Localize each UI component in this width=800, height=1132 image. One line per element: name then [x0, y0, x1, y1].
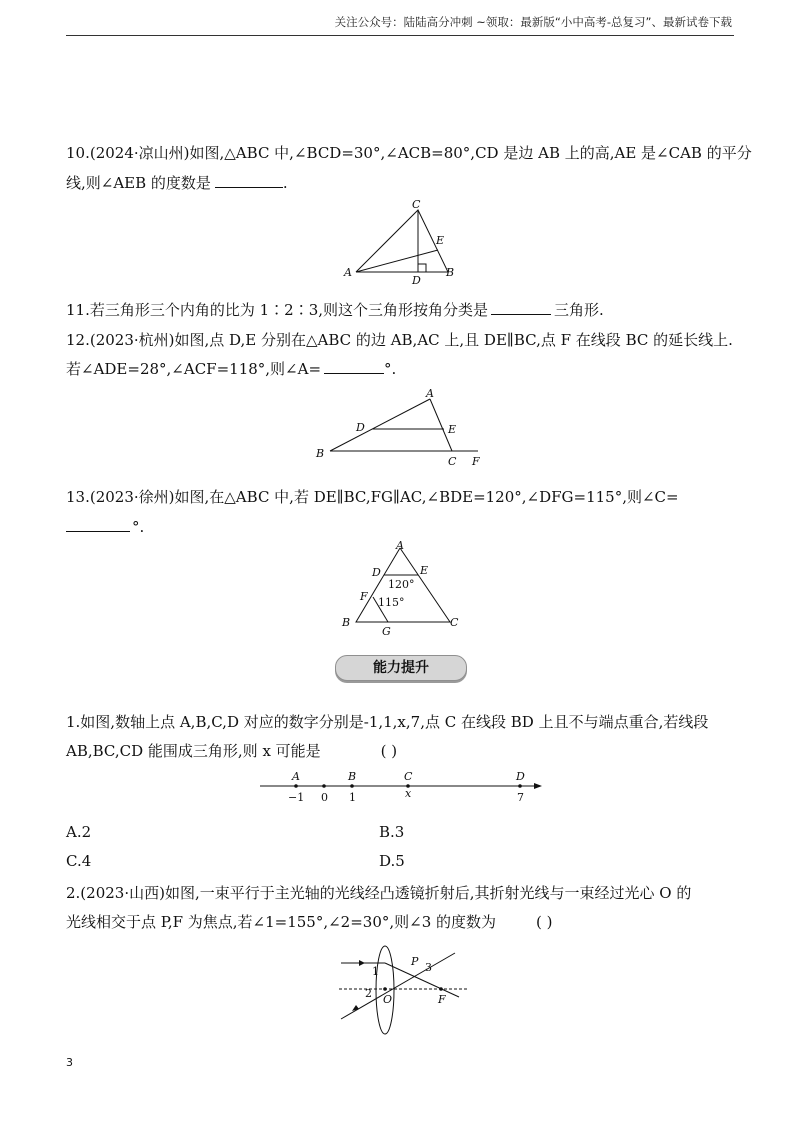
answer-blank	[324, 359, 384, 374]
q11-line1	[66, 300, 604, 320]
p1-line2-text: AB,BC,CD 能围成三角形,则 x 可能是	[66, 742, 321, 760]
q11-line1-text: 11.若三角形三个内角的比为 1∶2∶3,则这个三角形按角分类是	[66, 301, 489, 319]
q12-label-a: A	[426, 387, 434, 400]
q13-triangle-figure	[338, 540, 468, 640]
q13-label-a: A	[396, 539, 404, 552]
q12-line1: 12.(2023·杭州)如图,点 D,E 分别在△ABC 的边 AB,AC 上,且 DE∥BC,点 F 在线段 BC 的延长线上.	[66, 331, 733, 349]
q13-label-d: D	[372, 566, 381, 579]
axis-label-b: B	[348, 770, 357, 783]
axis-number-0: 0	[321, 791, 328, 804]
answer-paren: ( )	[536, 913, 553, 931]
q13-angle-115: 115°	[378, 596, 405, 609]
section-badge: 能力提升	[335, 655, 467, 681]
axis-number-x: x	[405, 787, 412, 800]
page-header: 关注公众号：陆陆高分冲刺 ~领取：最新版“小中高考-总复习”、最新试卷下载	[334, 15, 732, 29]
answer-paren: ( )	[380, 742, 398, 760]
q13-label-b: B	[342, 616, 351, 629]
q12-line2-text: 若∠ADE=28°,∠ACF=118°,则∠A=	[66, 360, 322, 378]
axis-label-d: D	[516, 770, 525, 783]
q12-label-e: E	[448, 423, 457, 436]
q13-label-c: C	[450, 616, 459, 629]
lens-label-o: O	[383, 993, 393, 1006]
lens-angle-2: 2	[365, 987, 372, 1000]
q10-label-a: A	[344, 266, 352, 279]
axis-number-minus1: −1	[288, 791, 305, 804]
q13-label-f: F	[360, 590, 368, 603]
q13-line2	[66, 517, 144, 537]
p2-line2-text: 光线相交于点 P,F 为焦点,若∠1=155°,∠2=30°,则∠3 的度数为	[66, 913, 497, 931]
lens-angle-1: 1	[372, 965, 379, 978]
q10-line2-end: .	[282, 174, 288, 192]
answer-blank	[66, 517, 130, 532]
axis-label-a: A	[292, 770, 300, 783]
q10-line1: 10.(2024·凉山州)如图,△ABC 中,∠BCD=30°,∠ACB=80°,CD 是边 AB 上的高,AE 是∠CAB 的平分	[66, 144, 752, 162]
lens-label-p: P	[411, 955, 419, 968]
q12-label-b: B	[316, 447, 325, 460]
answer-blank	[215, 173, 283, 188]
q12-label-d: D	[356, 421, 365, 434]
option-c: C.4	[66, 852, 92, 870]
q10-triangle-figure	[340, 200, 470, 285]
option-a: A.2	[66, 823, 92, 841]
page-number: 3	[66, 1056, 73, 1069]
q12-line2	[66, 359, 396, 379]
q12-label-f: F	[472, 455, 480, 468]
number-line-figure	[258, 768, 548, 808]
axis-number-7: 7	[517, 791, 524, 804]
p2-line1: 2.(2023·山西)如图,一束平行于主光轴的光线经凸透镜折射后,其折射光线与一束经过光心 O 的	[66, 884, 692, 902]
q10-line2	[66, 173, 288, 193]
header-divider	[66, 35, 734, 36]
q10-line2-text: 线,则∠AEB 的度数是	[66, 174, 211, 192]
q11-line1-end: 三角形.	[554, 301, 604, 319]
q10-label-d: D	[412, 274, 421, 287]
option-d: D.5	[379, 852, 405, 870]
axis-number-1: 1	[349, 791, 356, 804]
q12-line2-end: °.	[384, 360, 397, 378]
p1-line2	[66, 741, 397, 761]
axis-label-c: C	[404, 770, 413, 783]
q13-line2-end: °.	[132, 518, 145, 536]
q13-label-e: E	[420, 564, 429, 577]
lens-figure	[335, 945, 475, 1045]
q13-line1: 13.(2023·徐州)如图,在△ABC 中,若 DE∥BC,FG∥AC,∠BDE=120°,∠DFG=115°,则∠C=	[66, 488, 679, 506]
q10-label-e: E	[436, 234, 445, 247]
option-b: B.3	[379, 823, 405, 841]
lens-angle-3: 3	[425, 961, 432, 974]
q12-triangle-figure	[312, 385, 492, 470]
lens-label-f: F	[438, 993, 446, 1006]
answer-blank	[491, 300, 551, 315]
q13-angle-120: 120°	[388, 578, 415, 591]
p1-line1: 1.如图,数轴上点 A,B,C,D 对应的数字分别是-1,1,x,7,点 C 在线段 BD 上且不与端点重合,若线段	[66, 713, 709, 731]
p2-line2	[66, 912, 553, 932]
q10-label-b: B	[446, 266, 455, 279]
q10-label-c: C	[412, 198, 421, 211]
q13-label-g: G	[382, 625, 391, 638]
q12-label-c: C	[448, 455, 457, 468]
